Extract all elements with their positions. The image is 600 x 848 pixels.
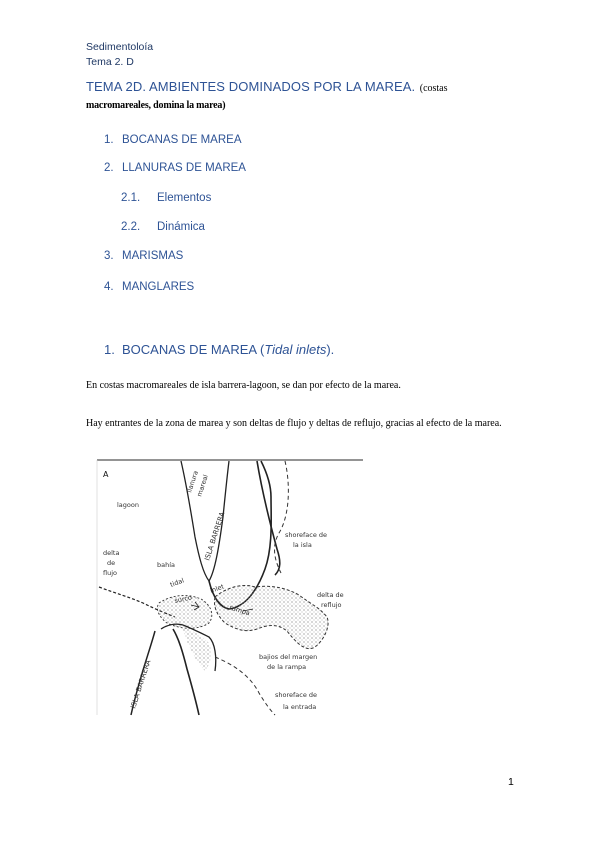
toc-item-manglares [104,281,194,293]
section-heading [104,342,334,357]
label-llanura: llanura [185,469,200,494]
tidal-inlet-diagram [95,457,365,719]
label-delta-reflujo-2: reflujo [321,601,342,609]
toc-number: 2.1. [121,192,141,204]
paragraph: Hay entrantes de la zona de marea y son deltas de flujo y deltas de reflujo, gracias al efecto de la marea. [86,418,502,429]
toc-number: 1. [104,134,114,146]
section-title-italic: Tidal inlets [264,342,327,357]
label-isla-barrera-top: ISLA BARRERA [203,510,227,562]
toc-item-llanuras [104,162,246,174]
toc-label: Dinámica [157,221,205,233]
toc-item-marismas [104,250,183,262]
label-delta-flujo-2: de [107,559,116,567]
label-bajios-2: de la rampa [267,663,307,671]
toc-label: BOCANAS DE MAREA [122,134,242,146]
title-continuation: macromareales, domina la marea) [86,100,226,111]
label-rampa: rampa [228,603,251,618]
section-title: BOCANAS DE MAREA ( [122,342,265,357]
header-topic: Tema 2. D [86,56,134,68]
label-delta-flujo-1: delta [103,549,120,557]
toc-number: 2. [104,162,114,174]
label-delta-reflujo-1: delta de [317,591,344,599]
toc-label: MARISMAS [122,250,184,262]
label-shoreface-entrada-2: la entrada [283,703,317,711]
panel-letter: A [103,470,109,479]
label-surco: surco [173,593,193,605]
label-shoreface-entrada-1: shoreface de [275,691,318,699]
tidal-inlet-figure [95,457,365,719]
header-course: Sedimentoloía [86,41,154,53]
toc-label: MANGLARES [122,281,195,293]
toc-number: 2.2. [121,221,141,233]
label-bajios-1: bajios del margen [259,653,318,661]
label-mareal: mareal [195,473,210,498]
toc-number: 4. [104,281,114,293]
label-delta-flujo-3: flujo [103,569,117,577]
label-bahia: bahía [157,561,176,569]
toc-label: LLANURAS DE MAREA [122,162,246,174]
label-shoreface-isla-2: la isla [293,541,312,549]
label-shoreface-isla-1: shoreface de [285,531,328,539]
section-number: 1. [104,342,115,357]
toc-number: 3. [104,250,114,262]
label-inlet: inlet [208,582,226,595]
page-number: 1 [508,776,514,788]
toc-label: Elementos [157,192,212,204]
toc-item-dinamica [121,221,205,233]
section-title-end: ). [326,342,335,357]
paragraph: En costas macromareales de isla barrera-lagoon, se dan por efecto de la marea. [86,380,401,391]
page-title [86,78,526,96]
label-isla-barrera-bottom: ISLA BARRERA [129,658,153,710]
toc-item-bocanas [104,134,242,146]
label-tidal: tidal [168,576,186,589]
label-lagoon: lagoon [117,501,139,509]
title-aside: (costas [419,83,448,94]
toc-item-elementos [121,192,211,204]
title-main: TEMA 2D. AMBIENTES DOMINADOS POR LA MAREA. [86,79,416,94]
